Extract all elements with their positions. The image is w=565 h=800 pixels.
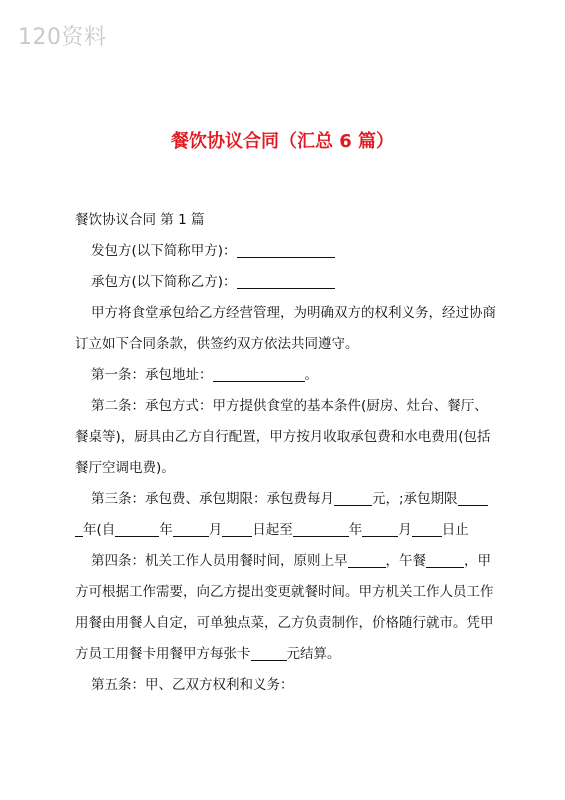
watermark: 120资料 [18,25,107,50]
blank-field [237,242,335,258]
article-4-line [75,546,495,577]
blank-field [213,366,305,382]
article-4-line [75,639,495,670]
document-body [75,205,495,701]
article-4-line: 用餐由用餐人自定，可单独点菜，乙方负责制作，价格随行就市。凭甲 [75,615,494,631]
article-2-line: 第二条：承包方式：甲方提供食堂的基本条件(厨房、灶台、餐厅、 [91,398,488,414]
section-heading: 餐饮协议合同 第 1 篇 [75,212,205,228]
party-a-label: 发包方(以下简称甲方)： [91,243,237,259]
article-2-line: 餐厅空调电费)。 [75,460,175,476]
article-3-line [75,484,495,515]
article-2-line: 餐桌等)，厨具由乙方自行配置，甲方按月收取承包费和水电费用(包括 [75,429,491,445]
article-4-text: 元结算。 [286,646,341,662]
article-3-text: 月 [208,522,223,538]
blank-field [412,521,442,537]
article-1-end: 。 [304,367,318,383]
party-a-line [75,236,495,267]
blank-field [251,645,287,661]
document-title: 餐饮协议合同（汇总 6 篇） [170,131,395,152]
article-4-text: ，午餐 [385,553,426,569]
blank-field [173,521,209,537]
article-3-text: 日起至 [252,522,293,538]
blank-field [348,552,386,568]
blank-field [237,273,335,289]
article-3-line [75,515,495,546]
article-3-text: 年 [348,522,363,538]
article-3-text: 日止 [441,522,469,538]
article-3-text: 年 [159,522,173,538]
blank-field [362,521,398,537]
party-b-line [75,267,495,298]
article-1 [75,360,495,391]
article-3-text: 月 [398,522,412,538]
blank-field [334,490,372,506]
article-1-label: 第一条：承包地址： [91,367,213,383]
blank-field [426,552,464,568]
blank-field [115,521,159,537]
blank-field [458,490,488,506]
article-4-text: 第四条：机关工作人员用餐时间，原则上早 [91,553,348,569]
article-4-text: 方员工用餐卡用餐甲方每张卡 [75,646,251,662]
article-3-text: 年(自 [83,522,116,538]
intro-line: 甲方将食堂承包给乙方经营管理，为明确双方的权利义务，经过协商 [91,305,496,321]
article-5: 第五条：甲、乙双方权利和义务： [91,677,294,693]
intro-line: 订立如下合同条款，供签约双方依法共同遵守。 [75,336,359,352]
article-3-text: 元，;承包期限 [372,491,458,507]
article-3-text: 第三条：承包费、承包期限：承包费每月 [91,491,334,507]
party-b-label: 承包方(以下简称乙方)： [91,274,237,290]
blank-field [293,521,349,537]
blank-field [222,521,252,537]
article-4-text: ，甲 [464,553,491,569]
article-4-line: 方可根据工作需要，向乙方提出变更就餐时间。甲方机关工作人员工作 [75,584,494,600]
blank-field [75,521,83,537]
